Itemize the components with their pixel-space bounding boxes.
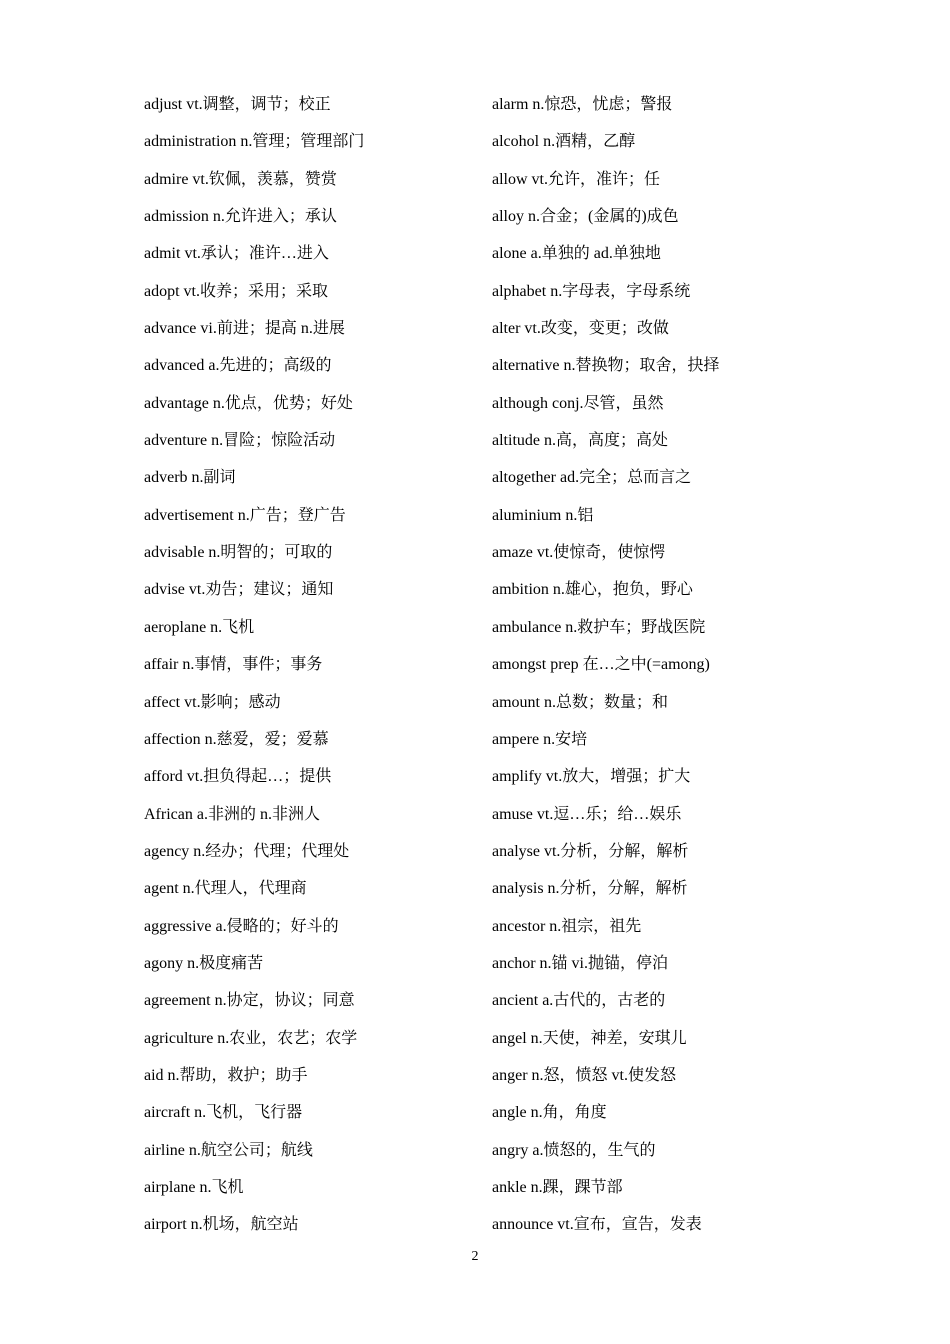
vocab-entry: allow vt.允许，准许；任: [492, 170, 660, 188]
vocab-entry: adverb n.副词: [144, 469, 236, 487]
vocab-entry: adventure n.冒险；惊险活动: [144, 432, 336, 450]
vocab-entry: altogether ad.完全；总而言之: [492, 469, 692, 487]
vocab-entry: altitude n.高，高度；高处: [492, 432, 668, 450]
vocab-entry: agent n.代理人，代理商: [144, 880, 307, 898]
vocab-entry: amongst prep 在…之中(=among): [492, 656, 710, 674]
vocab-entry: announce vt.宣布，宣告，发表: [492, 1216, 702, 1234]
vocab-entry: ancient a.古代的，古老的: [492, 992, 666, 1010]
vocab-entry: amount n.总数；数量；和: [492, 693, 668, 711]
vocab-entry: amuse vt.逗…乐；给…娱乐: [492, 805, 682, 823]
vocab-entry: advance vi.前进；提高 n.进展: [144, 320, 345, 338]
vocab-entry: affection n.慈爱，爱；爱慕: [144, 730, 329, 748]
vocab-entry: analyse vt.分析，分解，解析: [492, 842, 689, 860]
vocab-entry: angle n.角，角度: [492, 1104, 607, 1122]
vocab-entry: angry a.愤怒的，生气的: [492, 1141, 656, 1159]
vocab-entry: alloy n.合金；(金属的)成色: [492, 208, 679, 226]
vocab-entry: alone a.单独的 ad.单独地: [492, 245, 661, 263]
vocab-entry: ankle n.踝，踝节部: [492, 1178, 623, 1196]
vocab-entry: alter vt.改变，变更；改做: [492, 320, 669, 338]
vocab-entry: advanced a.先进的；高级的: [144, 357, 332, 375]
vocab-entry: agreement n.协定，协议；同意: [144, 992, 355, 1010]
vocab-entry: advantage n.优点，优势；好处: [144, 394, 353, 412]
vocab-entry: alphabet n.字母表，字母系统: [492, 282, 691, 300]
vocab-entry: airplane n.飞机: [144, 1178, 244, 1196]
right-word-column: [492, 94, 822, 1252]
vocab-entry: although conj.尽管，虽然: [492, 394, 664, 412]
vocab-entry: airline n.航空公司；航线: [144, 1141, 313, 1159]
vocab-entry: adjust vt.调整，调节；校正: [144, 96, 331, 113]
vocab-entry: ambition n.雄心，抱负，野心: [492, 581, 693, 599]
vocab-entry: ambulance n.救护车；野战医院: [492, 618, 706, 636]
vocab-entry: affect vt.影响；感动: [144, 693, 281, 711]
vocab-entry: advisable n.明智的；可取的: [144, 544, 333, 562]
vocab-entry: agency n.经办；代理；代理处: [144, 842, 350, 860]
vocab-entry: anger n.怒，愤怒 vt.使发怒: [492, 1066, 676, 1084]
vocab-entry: alcohol n.酒精，乙醇: [492, 133, 636, 151]
vocab-entry: aircraft n.飞机，飞行器: [144, 1104, 303, 1122]
vocab-entry: advertisement n.广告；登广告: [144, 506, 346, 524]
vocab-entry: advise vt.劝告；建议；通知: [144, 581, 334, 599]
vocab-entry: amplify vt.放大，增强；扩大: [492, 768, 691, 786]
vocab-entry: agriculture n.农业，农艺；农学: [144, 1029, 358, 1047]
vocab-entry: airport n.机场，航空站: [144, 1216, 299, 1234]
vocab-entry: admission n.允许进入；承认: [144, 208, 337, 226]
vocab-entry: admit vt.承认；准许…进入: [144, 245, 329, 263]
vocab-entry: anchor n.锚 vi.抛锚，停泊: [492, 954, 668, 972]
left-word-column: [144, 94, 474, 1252]
vocab-entry: African a.非洲的 n.非洲人: [144, 805, 320, 823]
vocab-entry: aluminium n.铝: [492, 506, 594, 524]
vocab-entry: administration n.管理；管理部门: [144, 133, 365, 151]
vocab-entry: afford vt.担负得起…；提供: [144, 768, 332, 786]
vocab-entry: analysis n.分析，分解，解析: [492, 880, 688, 898]
page-number: 2: [471, 1249, 479, 1264]
vocab-entry: aid n.帮助，救护；助手: [144, 1066, 308, 1084]
vocab-entry: agony n.极度痛苦: [144, 954, 264, 972]
vocab-entry: alarm n.惊恐，忧虑；警报: [492, 96, 673, 113]
vocab-entry: ampere n.安培: [492, 730, 588, 748]
vocab-entry: ancestor n.祖宗，祖先: [492, 917, 642, 935]
vocab-entry: alternative n.替换物；取舍，抉择: [492, 357, 720, 375]
vocab-entry: amaze vt.使惊奇，使惊愕: [492, 544, 666, 562]
vocab-entry: aggressive a.侵略的；好斗的: [144, 917, 339, 935]
vocab-entry: adopt vt.收养；采用；采取: [144, 282, 328, 300]
vocab-entry: angel n.天使，神差，安琪儿: [492, 1029, 687, 1047]
vocab-entry: admire vt.钦佩，羡慕，赞赏: [144, 170, 337, 188]
vocab-entry: affair n.事情，事件；事务: [144, 656, 323, 674]
vocab-entry: aeroplane n.飞机: [144, 618, 255, 636]
